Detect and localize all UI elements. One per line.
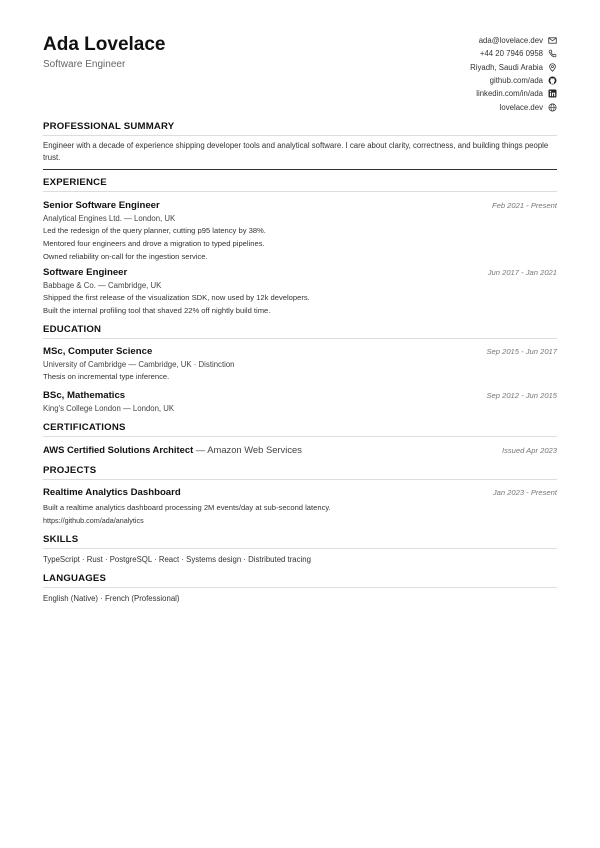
candidate-title: Software Engineer [43,59,126,70]
job-dates: Jun 2017 - Jan 2021 [487,268,557,278]
job-dates: Feb 2021 - Present [491,201,557,210]
degree-institution: King's College London — London, UK [43,403,175,413]
degree-dates: Sep 2015 - Jun 2017 [486,346,557,356]
skills-list: TypeScript · Rust · PostgreSQL · React · Systems design · Distributed tracing [43,554,311,564]
phone-icon [548,49,557,58]
contact-email[interactable] [470,34,557,47]
languages-list: English (Native) · French (Professional) [43,593,180,603]
contact-location [470,61,557,74]
education-entry [43,390,557,413]
contact-phone-text: +44 20 7946 0958 [479,49,543,59]
project-entry [43,487,557,525]
linkedin-icon [548,89,557,98]
certification-date: Issued Apr 2023 [501,445,557,455]
job-bullet: Led the redesign of the query planner, cutting p95 latency by 38%. [43,226,266,235]
certification-name: AWS Certified Solutions Architect [43,443,194,455]
contact-list [470,34,557,114]
summary-text: Engineer with a decade of experience shipping developer tools and analytical software. I care about clarity, correctness, and building things people trust. [43,140,557,170]
resume-page [43,34,557,603]
contact-linkedin-text: linkedin.com/in/ada [476,89,543,99]
location-pin-icon [548,63,557,72]
section-heading: PROFESSIONAL SUMMARY [43,121,557,136]
degree-note: Thesis on incremental type inference. [43,371,170,381]
degree-title: BSc, Mathematics [43,389,126,401]
project-description: Built a realtime analytics dashboard processing 2M events/day at sub-second latency. [43,502,331,512]
job-bullet: Shipped the first release of the visualization SDK, now used by 12k developers. [43,293,310,303]
job-organization: Babbage & Co. — Cambridge, UK [43,281,162,291]
section-heading: EXPERIENCE [43,177,557,192]
section-heading: CERTIFICATIONS [43,422,557,437]
project-link[interactable]: https://github.com/ada/analytics [43,515,144,525]
job-bullet: Mentored four engineers and drove a migration to typed pipelines. [43,238,265,248]
section-heading: SKILLS [43,534,557,549]
experience-entry [43,267,557,318]
contact-linkedin[interactable] [470,87,557,100]
education-entry [43,346,557,384]
contact-github[interactable] [470,74,557,87]
degree-title: MSc, Computer Science [43,345,153,357]
experience-entry [43,200,557,263]
contact-phone[interactable] [470,47,557,60]
section-heading: PROJECTS [43,465,557,480]
globe-icon [548,103,557,112]
section-education [43,324,557,413]
resume-header [43,34,557,114]
candidate-name: Ada Lovelace [43,34,166,55]
contact-github-text: github.com/ada [489,76,543,86]
section-projects [43,465,557,525]
degree-institution: University of Cambridge — Cambridge, UK · Distinction [43,359,235,369]
contact-location-text: Riyadh, Saudi Arabia [470,62,543,72]
section-experience [43,177,557,318]
job-bullet: Built the internal profiling tool that shaved 22% off nightly build time. [43,306,271,316]
section-skills [43,534,557,564]
certification-entry [43,444,557,455]
section-certifications [43,422,557,455]
contact-website-text: lovelace.dev [499,102,543,112]
section-languages [43,573,557,603]
contact-website[interactable] [470,100,557,113]
project-dates: Jan 2023 - Present [492,487,557,497]
job-title: Senior Software Engineer [43,200,160,211]
github-icon [548,76,557,85]
job-title: Software Engineer [43,267,128,279]
contact-email-text: ada@lovelace.dev [478,36,543,46]
section-heading: LANGUAGES [43,573,557,588]
certification-issuer: — Amazon Web Services [193,443,302,455]
section-summary [43,121,557,170]
job-organization: Analytical Engines Ltd. — London, UK [43,214,176,223]
degree-dates: Sep 2012 - Jun 2015 [486,390,557,400]
mail-icon [548,36,557,45]
job-bullet: Owned reliability on-call for the ingestion service. [43,251,208,261]
section-heading: EDUCATION [43,324,557,339]
project-title: Realtime Analytics Dashboard [43,486,181,498]
